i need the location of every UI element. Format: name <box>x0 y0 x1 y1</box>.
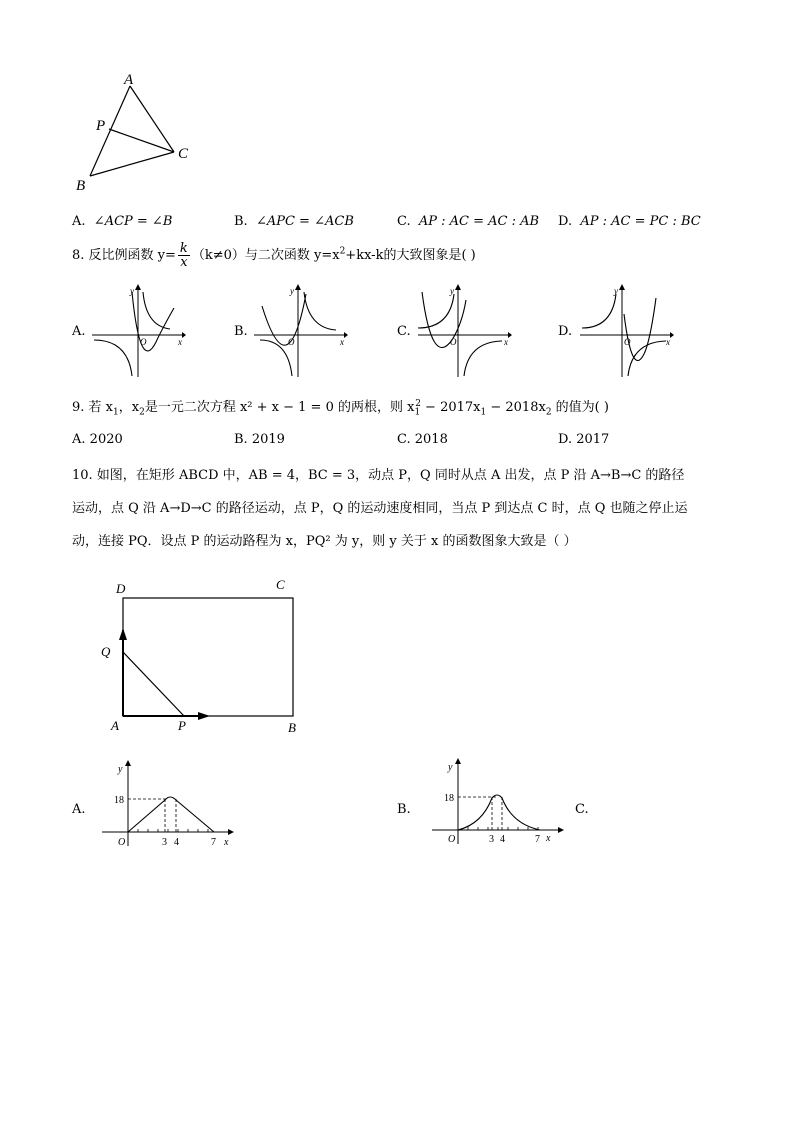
q10-graph-b[interactable] <box>428 756 568 848</box>
svg-text:y: y <box>290 286 294 296</box>
svg-text:y: y <box>118 764 123 775</box>
q8-option-a-label[interactable]: A. <box>72 324 86 339</box>
svg-text:7: 7 <box>211 837 216 848</box>
rect-label-B: B <box>288 720 296 735</box>
q10-graph-a[interactable] <box>98 758 238 850</box>
q9-option-d[interactable]: D. 2017 <box>558 432 610 447</box>
q8-graph-b[interactable] <box>248 284 348 378</box>
svg-text:O: O <box>118 837 126 848</box>
label-C: C <box>178 146 189 162</box>
q7-option-a[interactable]: A. ∠ACP = ∠B <box>72 214 173 229</box>
q9-option-c[interactable]: C. 2018 <box>397 432 448 447</box>
triangle-figure <box>70 68 200 193</box>
svg-text:3: 3 <box>489 834 494 845</box>
svg-text:O: O <box>288 337 295 347</box>
svg-text:x: x <box>504 337 508 347</box>
rect-label-D: D <box>116 581 126 596</box>
svg-text:O: O <box>624 337 631 347</box>
label-P: P <box>96 118 106 134</box>
svg-text:O: O <box>450 337 457 347</box>
svg-text:x: x <box>546 833 551 844</box>
svg-text:y: y <box>450 286 454 296</box>
q8-graph-d[interactable] <box>574 284 674 378</box>
rect-label-A: A <box>111 718 119 733</box>
label-A: A <box>124 72 134 88</box>
rectangle-figure <box>98 578 308 738</box>
svg-text:3: 3 <box>162 837 167 848</box>
fraction-k-over-x: $\frac{k}{x}$ <box>179 241 188 270</box>
svg-text:7: 7 <box>535 834 540 845</box>
q8-graph-a[interactable] <box>86 284 186 378</box>
q10-line-2: 运动，点 Q 沿 A→D→C 的路径运动，点 P，Q 的运动速度相同，当点 P 到达点 C 时，点 Q 也随之停止运 <box>72 501 688 516</box>
rect-label-P: P <box>178 718 186 733</box>
svg-text:x: x <box>666 337 670 347</box>
q8-graph-c[interactable] <box>412 284 512 378</box>
svg-text:y: y <box>614 286 618 296</box>
svg-text:x: x <box>178 337 182 347</box>
svg-text:x: x <box>340 337 344 347</box>
q7-option-c[interactable]: C. AP : AC = AC : AB <box>397 214 540 229</box>
svg-text:O: O <box>140 337 147 347</box>
rect-label-Q: Q <box>101 644 111 659</box>
rect-label-C: C <box>276 578 285 592</box>
q9-stem: 9. 若 $x_1$，$x_2$是一元二次方程 x² + x − 1 = 0 的两根，则 $x_1^2 - 2017x_1 - 2018x_2$ 的值为( ) <box>72 398 609 418</box>
q7-option-b[interactable]: B. ∠APC = ∠ACB <box>234 214 354 229</box>
svg-text:4: 4 <box>174 837 179 848</box>
q9-option-a[interactable]: A. 2020 <box>72 432 123 447</box>
q8-option-b-label[interactable]: B. <box>234 324 248 339</box>
q8-stem: 8. 反比例函数 y= $\frac{k}{x}$ （k≠0）与二次函数 $y=x^2+kx-k$的大致图象是( ) <box>72 241 476 270</box>
q10-line-1: 10. 如图，在矩形 ABCD 中，AB = 4，BC = 3，动点 P，Q 同时从点 A 出发，点 P 沿 A→B→C 的路径 <box>72 468 685 483</box>
q10-option-b-label[interactable]: B. <box>397 802 411 817</box>
svg-text:18: 18 <box>444 793 454 804</box>
svg-text:y: y <box>130 286 134 296</box>
label-B: B <box>76 178 86 193</box>
q10-option-c-label[interactable]: C. <box>575 802 589 817</box>
svg-text:x: x <box>224 837 229 848</box>
q8-option-c-label[interactable]: C. <box>397 324 411 339</box>
q10-line-3: 动，连接 PQ．设点 P 的运动路程为 x，PQ² 为 y，则 y 关于 x 的函数图象大致是（ ） <box>72 534 577 549</box>
q7-option-d[interactable]: D. AP : AC = PC : BC <box>558 214 701 229</box>
q8-option-d-label[interactable]: D. <box>558 324 573 339</box>
q10-option-a-label[interactable]: A. <box>72 802 86 817</box>
svg-text:18: 18 <box>114 795 124 806</box>
q9-option-b[interactable]: B. 2019 <box>234 432 285 447</box>
svg-text:y: y <box>448 762 453 773</box>
svg-text:4: 4 <box>500 834 505 845</box>
svg-text:O: O <box>448 834 456 845</box>
